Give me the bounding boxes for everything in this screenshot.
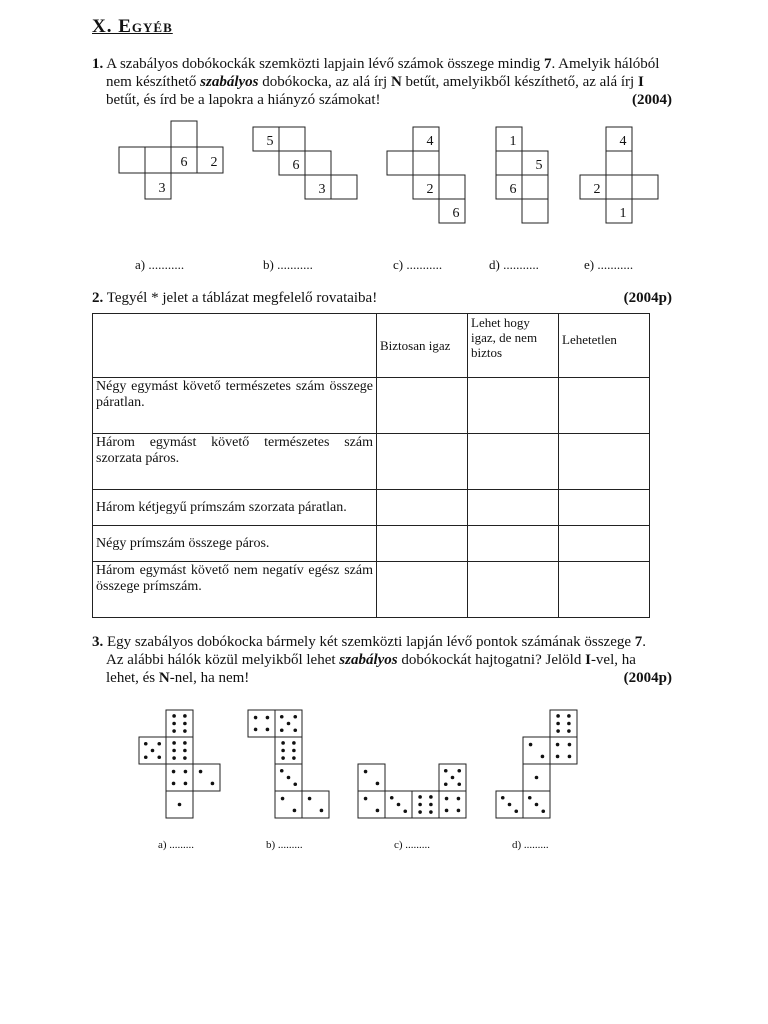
die-pip	[308, 797, 312, 801]
table-row	[93, 526, 650, 562]
die-pip	[445, 809, 449, 813]
task1-nets	[0, 115, 768, 275]
task3-answer-d[interactable]: d) .........	[512, 839, 549, 851]
die-pip	[144, 742, 148, 746]
die-pip	[567, 714, 571, 718]
die-pip	[418, 795, 422, 799]
row-statement: Három egymást követő természetes szám szorzata páros.	[93, 434, 377, 490]
task1-line1: A szabályos dobókockák szemközti lapjain lévő számok összege mindig	[106, 56, 541, 72]
net-e-label-1: 2	[593, 182, 601, 197]
task3-letter-i: I	[585, 652, 591, 668]
die-pip	[556, 714, 560, 718]
row-statement: Négy egymást követő természetes szám összege páratlan.	[93, 378, 377, 434]
die-pip	[556, 755, 560, 759]
task3-number: 3.	[92, 634, 104, 650]
die-pip	[364, 797, 368, 801]
answer-cell[interactable]	[468, 490, 559, 526]
die-pip	[568, 755, 572, 759]
die-face	[166, 764, 193, 791]
die-face	[523, 737, 550, 764]
net-a-label-0: 6	[180, 155, 188, 170]
table-header-row	[93, 314, 650, 378]
answer-cell[interactable]	[377, 562, 468, 618]
dice-net-d	[496, 710, 577, 818]
die-pip	[528, 796, 532, 800]
die-pip	[508, 803, 512, 807]
die-pip	[172, 714, 176, 718]
die-pip	[287, 776, 291, 780]
die-pip	[151, 749, 155, 753]
task3-letter-n: N	[158, 670, 170, 686]
task3-line2-em: szabályos	[339, 652, 398, 668]
die-pip	[444, 782, 448, 786]
die-pip	[280, 728, 284, 732]
task1-answer-a[interactable]: a) ...........	[135, 257, 185, 272]
task3-line2c: -vel, ha	[590, 652, 636, 668]
task3-answer-b[interactable]: b) .........	[266, 839, 303, 851]
die-face	[358, 764, 385, 791]
net-a-label-2: 3	[158, 181, 166, 196]
dice-net-a	[139, 710, 220, 818]
task1-line2c: betűt, amelyikből készíthető, az alá írj	[405, 74, 635, 90]
task1-text	[92, 55, 672, 109]
die-pip	[556, 722, 560, 726]
die-pip	[254, 728, 258, 732]
task1-answer-d[interactable]: d) ...........	[489, 257, 539, 272]
net-e-label-2: 1	[619, 206, 627, 221]
row-statement: Három egymást követő nem negatív egész szám összege prímszám.	[93, 562, 377, 618]
die-pip	[556, 743, 560, 747]
task2-text	[92, 289, 672, 307]
die-pip	[418, 803, 422, 807]
die-pip	[172, 782, 176, 786]
die-pip	[429, 803, 433, 807]
table-row	[93, 378, 650, 434]
section-title: X. Egyéb	[92, 16, 173, 37]
die-pip	[183, 756, 187, 760]
answer-cell[interactable]	[559, 434, 650, 490]
die-pip	[266, 728, 270, 732]
die-pip	[403, 809, 407, 813]
answer-cell[interactable]	[468, 562, 559, 618]
die-pip	[514, 809, 518, 813]
die-pip	[183, 714, 187, 718]
die-pip	[280, 715, 284, 719]
task3-dice-nets	[0, 700, 768, 860]
die-pip	[184, 782, 188, 786]
die-pip	[541, 809, 545, 813]
die-pip	[457, 797, 461, 801]
die-pip	[568, 743, 572, 747]
die-face	[439, 791, 466, 818]
die-pip	[293, 809, 297, 813]
task3-line2a: Az alábbi hálók közül melyikből lehet	[106, 652, 336, 668]
task3-line2b: dobókockát hajtogatni? Jelöld	[401, 652, 582, 668]
die-pip	[172, 741, 176, 745]
task2-number: 2.	[92, 290, 104, 306]
task1-line2-em: szabályos	[200, 74, 259, 90]
header-certainly-true: Biztosan igaz	[377, 314, 468, 378]
die-pip	[451, 776, 455, 780]
net-e-label-0: 4	[619, 134, 627, 149]
die-face	[358, 791, 385, 818]
task1-answer-c[interactable]: c) ...........	[393, 257, 443, 272]
die-pip	[293, 715, 297, 719]
answer-cell[interactable]	[559, 562, 650, 618]
answer-cell[interactable]	[377, 434, 468, 490]
die-pip	[287, 722, 291, 726]
table-row	[93, 490, 650, 526]
die-pip	[429, 795, 433, 799]
die-pip	[144, 755, 148, 759]
task1-seven: 7	[544, 56, 552, 72]
die-pip	[501, 796, 505, 800]
answer-cell[interactable]	[559, 490, 650, 526]
task3-line1-end: .	[642, 634, 647, 650]
task3-answer-c[interactable]: c) .........	[394, 839, 431, 851]
die-face	[248, 710, 275, 737]
header-impossible: Lehetetlen	[559, 314, 650, 378]
header-maybe-true: Lehet hogy igaz, de nem biztos	[468, 314, 559, 378]
net-d	[496, 127, 548, 223]
die-pip	[567, 729, 571, 733]
die-pip	[183, 749, 187, 753]
die-pip	[254, 716, 258, 720]
die-pip	[567, 722, 571, 726]
die-pip	[172, 722, 176, 726]
net-c-label-2: 6	[452, 206, 460, 221]
answer-cell[interactable]	[468, 434, 559, 490]
die-face	[550, 710, 577, 737]
task3-line3b: -nel, ha nem!	[169, 670, 250, 686]
net-b-label-2: 3	[318, 182, 326, 197]
die-pip	[183, 722, 187, 726]
die-pip	[457, 809, 461, 813]
die-pip	[172, 756, 176, 760]
task3-year: (2004p)	[623, 670, 672, 686]
row-statement: Négy prímszám összege páros.	[93, 526, 377, 562]
answer-cell[interactable]	[559, 378, 650, 434]
table-header-empty	[93, 314, 377, 378]
die-face	[275, 791, 302, 818]
die-pip	[211, 782, 215, 786]
die-pip	[376, 809, 380, 813]
die-pip	[292, 741, 296, 745]
die-pip	[293, 782, 297, 786]
task3-line3a: lehet, és	[106, 670, 156, 686]
die-pip	[184, 770, 188, 774]
task3-text	[92, 633, 672, 687]
die-pip	[535, 776, 539, 780]
task1-answer-e[interactable]: e) ...........	[584, 257, 634, 272]
die-face	[166, 710, 193, 737]
die-pip	[320, 809, 324, 813]
die-pip	[281, 749, 285, 753]
task1-answer-b[interactable]: b) ...........	[263, 257, 313, 272]
die-pip	[429, 810, 433, 814]
die-pip	[157, 742, 161, 746]
dice-net-b	[248, 710, 329, 818]
task1-year: (2004)	[632, 92, 672, 108]
task1-line2a: nem készíthető	[106, 74, 197, 90]
die-pip	[529, 743, 533, 747]
task1-line1-end: . Amelyik hálóból	[551, 56, 660, 72]
task2-instruction: Tegyél * jelet a táblázat megfelelő rovataiba!	[106, 290, 378, 306]
die-pip	[292, 749, 296, 753]
die-face	[166, 737, 193, 764]
die-pip	[457, 769, 461, 773]
die-pip	[293, 728, 297, 732]
die-face	[275, 737, 302, 764]
die-face	[550, 737, 577, 764]
task3-line1: Egy szabályos dobókocka bármely két szemközti lapján lévő pontok számának összege	[107, 634, 632, 650]
net-a-label-1: 2	[210, 155, 218, 170]
net-b-label-0: 5	[266, 134, 274, 149]
die-pip	[364, 770, 368, 774]
die-pip	[292, 756, 296, 760]
net-c-label-0: 4	[426, 134, 434, 149]
die-pip	[178, 803, 182, 807]
net-a	[119, 121, 223, 199]
die-face	[302, 791, 329, 818]
die-pip	[183, 741, 187, 745]
die-pip	[535, 803, 539, 807]
die-pip	[281, 797, 285, 801]
net-d-label-0: 1	[509, 134, 517, 149]
task1-letter-i: I	[637, 74, 644, 90]
die-pip	[172, 770, 176, 774]
net-c-label-1: 2	[426, 182, 434, 197]
die-pip	[280, 769, 284, 773]
die-pip	[457, 782, 461, 786]
die-pip	[541, 755, 545, 759]
die-pip	[445, 797, 449, 801]
row-statement: Három kétjegyű prímszám szorzata páratlan.	[93, 490, 377, 526]
task1-number: 1.	[92, 56, 104, 72]
die-pip	[172, 729, 176, 733]
answer-cell[interactable]	[468, 378, 559, 434]
table-row	[93, 562, 650, 618]
net-d-label-2: 6	[509, 182, 517, 197]
die-pip	[418, 810, 422, 814]
task2-table	[92, 313, 650, 618]
answer-cell[interactable]	[377, 378, 468, 434]
die-pip	[444, 769, 448, 773]
die-pip	[556, 729, 560, 733]
die-pip	[157, 755, 161, 759]
die-pip	[376, 782, 380, 786]
net-d-label-1: 5	[535, 158, 543, 173]
die-pip	[172, 749, 176, 753]
table-row	[93, 434, 650, 490]
die-pip	[390, 796, 394, 800]
task3-seven: 7	[634, 634, 643, 650]
die-face	[412, 791, 439, 818]
task2-year: (2004p)	[623, 290, 672, 306]
task1-line2b: dobókocka, az alá írj	[262, 74, 388, 90]
die-pip	[266, 716, 270, 720]
task1-letter-n: N	[390, 74, 402, 90]
answer-cell[interactable]	[468, 526, 559, 562]
die-pip	[199, 770, 203, 774]
die-pip	[281, 756, 285, 760]
die-pip	[183, 729, 187, 733]
task3-answer-a[interactable]: a) .........	[158, 839, 195, 851]
die-pip	[397, 803, 401, 807]
task1-line3: betűt, és írd be a lapokra a hiányzó számokat!	[106, 92, 381, 108]
answer-cell[interactable]	[377, 490, 468, 526]
net-b-label-1: 6	[292, 158, 300, 173]
answer-cell[interactable]	[377, 526, 468, 562]
die-face	[193, 764, 220, 791]
answer-cell[interactable]	[559, 526, 650, 562]
die-pip	[281, 741, 285, 745]
dice-net-c	[358, 764, 466, 818]
